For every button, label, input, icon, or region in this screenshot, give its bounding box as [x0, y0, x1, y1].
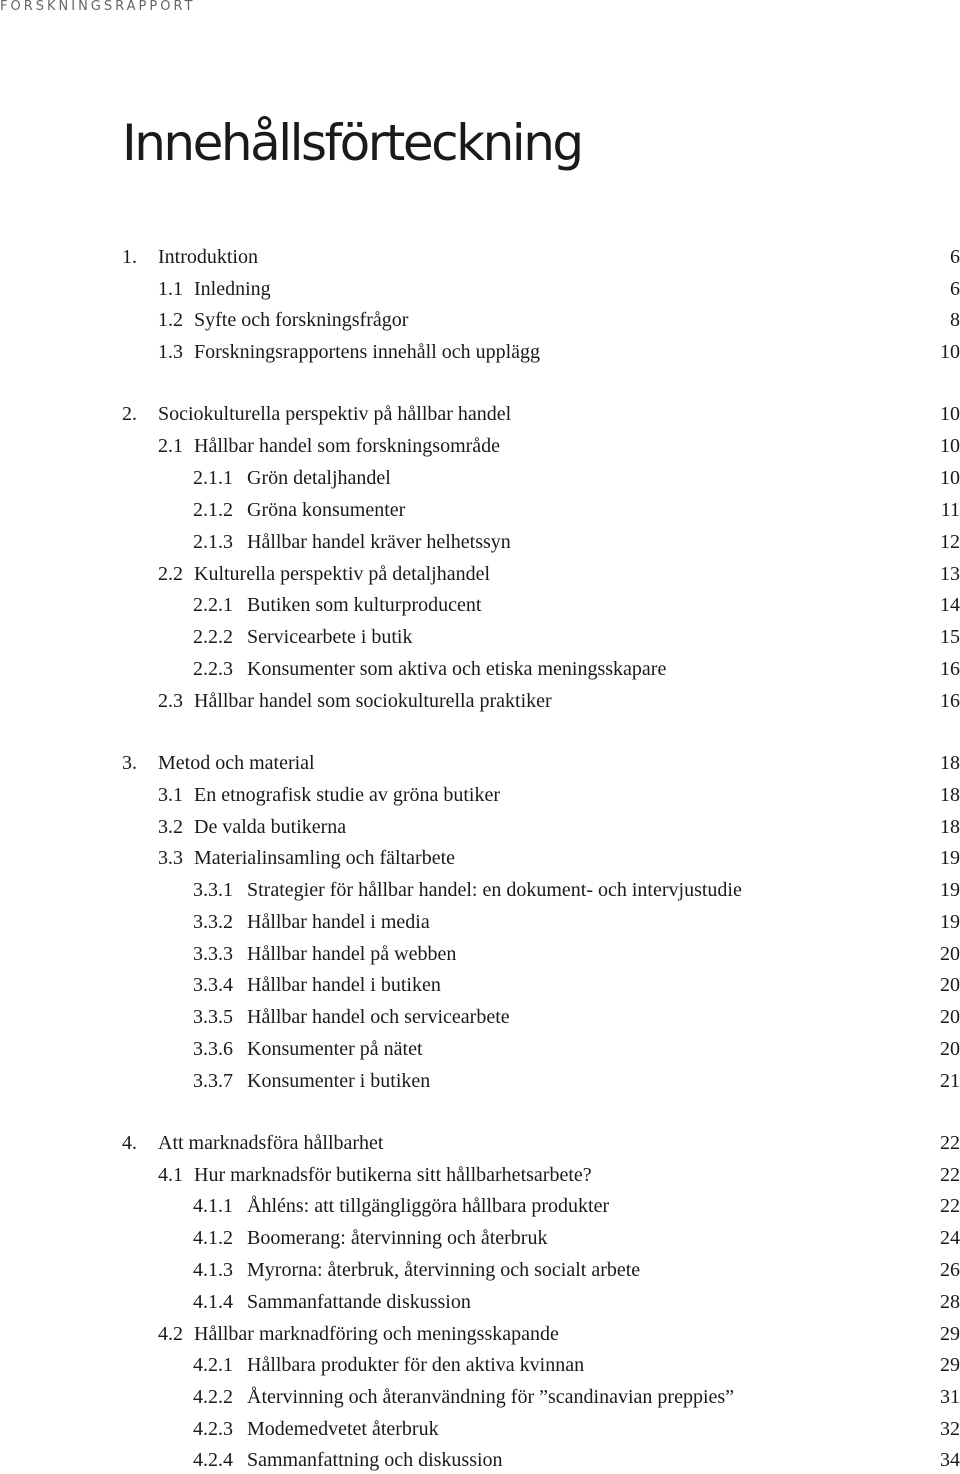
running-head: FORSKNINGSRAPPORT: [0, 0, 196, 14]
toc-entry: [0, 1004, 960, 1030]
toc-entry-title: Modemedvetet återbruk: [247, 1418, 439, 1440]
toc-entry: [0, 972, 960, 998]
toc-entry-number: 3.3.1: [193, 879, 233, 901]
toc-entry: [0, 1289, 960, 1315]
toc-entry: [0, 276, 960, 302]
toc-entry-title: En etnografisk studie av gröna butiker: [194, 784, 501, 806]
toc-entry-page: 29: [940, 1354, 960, 1376]
toc-entry-number: 2.2.3: [193, 658, 233, 680]
toc-entry-title: Metod och material: [158, 752, 315, 774]
toc-entry: [0, 529, 960, 555]
toc-entry-number: 4.2.1: [193, 1354, 233, 1376]
toc-entry: [0, 433, 960, 459]
toc-entry-number: 2.1.3: [193, 531, 233, 553]
toc-entry-title: De valda butikerna: [194, 816, 347, 838]
toc-entry-title: Introduktion: [158, 246, 258, 268]
toc-entry-title: Sammanfattande diskussion: [247, 1291, 471, 1313]
toc-entry-number: 2.1.1: [193, 467, 233, 489]
toc-entry: [0, 688, 960, 714]
toc-entry-page: 10: [940, 467, 960, 489]
toc-entry-page: 11: [940, 499, 960, 521]
toc-entry-title: Forskningsrapportens innehåll och upplägg: [194, 341, 541, 363]
toc-entry-number: 4.2.2: [193, 1386, 233, 1408]
toc-entry: [0, 1162, 960, 1188]
toc-entry-number: 2.1: [158, 435, 183, 457]
toc-entry-number: 3.: [122, 752, 137, 774]
toc-entry-page: 29: [940, 1323, 960, 1345]
toc-entry-page: 20: [940, 1006, 960, 1028]
toc-entry-number: 3.2: [158, 816, 183, 838]
page-title: Innehållsförteckning: [122, 114, 582, 172]
toc-entry: [0, 561, 960, 587]
toc-entry-title: Hållbar handel kräver helhetssyn: [247, 531, 511, 553]
toc-entry-page: 19: [940, 847, 960, 869]
toc-entry-number: 3.3: [158, 847, 183, 869]
toc-entry-page: 16: [940, 690, 960, 712]
toc-entry-title: Hållbar handel som forskningsområde: [194, 435, 501, 457]
toc-entry-title: Grön detaljhandel: [247, 467, 391, 489]
toc-entry-title: Syfte och forskningsfrågor: [194, 309, 409, 331]
toc-entry-title: Återvinning och återanvändning för ”scandinavian preppies”: [247, 1386, 735, 1408]
toc-entry-number: 3.3.6: [193, 1038, 233, 1060]
toc-entry-number: 3.3.4: [193, 974, 233, 996]
toc-entry: [0, 465, 960, 491]
toc-entry-title: Kulturella perspektiv på detaljhandel: [194, 563, 491, 585]
toc-entry-number: 2.2.2: [193, 626, 233, 648]
toc-entry-number: 3.3.5: [193, 1006, 233, 1028]
toc-entry-number: 2.1.2: [193, 499, 233, 521]
toc-entry-number: 3.3.3: [193, 943, 233, 965]
toc-entry-number: 4.: [122, 1132, 137, 1154]
toc-entry-number: 4.2.4: [193, 1449, 233, 1471]
toc-entry: [0, 1352, 960, 1378]
toc-entry-page: 6: [950, 278, 960, 300]
toc-entry: [0, 1193, 960, 1219]
toc-entry: [0, 909, 960, 935]
toc-entry-page: 24: [940, 1227, 960, 1249]
toc-entry-number: 2.2: [158, 563, 183, 585]
toc-entry-title: Konsumenter i butiken: [247, 1070, 431, 1092]
toc-entry: [0, 1130, 960, 1156]
toc-entry: [0, 1447, 960, 1473]
toc-entry-page: 19: [940, 911, 960, 933]
toc-entry-page: 10: [940, 341, 960, 363]
toc-entry-page: 14: [940, 594, 960, 616]
toc-entry: [0, 1068, 960, 1094]
toc-entry: [0, 941, 960, 967]
toc-entry: [0, 656, 960, 682]
toc-entry-number: 4.1.3: [193, 1259, 233, 1281]
toc-entry-title: Servicearbete i butik: [247, 626, 413, 648]
toc-entry-page: 20: [940, 1038, 960, 1060]
toc-entry-title: Hur marknadsför butikerna sitt hållbarhetsarbete?: [194, 1164, 592, 1186]
toc-entry-title: Åhléns: att tillgängliggöra hållbara produkter: [247, 1195, 610, 1217]
toc-entry-page: 32: [940, 1418, 960, 1440]
toc-entry-title: Hållbar handel i media: [247, 911, 430, 933]
toc-entry-number: 2.2.1: [193, 594, 233, 616]
toc-entry: [0, 339, 960, 365]
toc-entry-title: Gröna konsumenter: [247, 499, 406, 521]
toc-entry: [0, 814, 960, 840]
toc-entry-title: Materialinsamling och fältarbete: [194, 847, 456, 869]
toc-entry-number: 4.2: [158, 1323, 183, 1345]
toc-entry-title: Hållbar handel som sociokulturella praktiker: [194, 690, 552, 712]
toc-entry-number: 3.3.7: [193, 1070, 233, 1092]
toc-entry: [0, 497, 960, 523]
toc-entry-title: Strategier för hållbar handel: en dokument- och intervjustudie: [247, 879, 742, 901]
toc-entry-title: Att marknadsföra hållbarhet: [158, 1132, 384, 1154]
toc-entry: [0, 1257, 960, 1283]
toc-entry-title: Hållbar handel på webben: [247, 943, 457, 965]
toc-entry-page: 20: [940, 943, 960, 965]
toc-entry-page: 8: [950, 309, 960, 331]
toc-entry-title: Myrorna: återbruk, återvinning och socialt arbete: [247, 1259, 641, 1281]
toc-entry-page: 26: [940, 1259, 960, 1281]
toc-entry-page: 10: [940, 435, 960, 457]
toc-entry: [0, 782, 960, 808]
toc-entry-number: 1.: [122, 246, 137, 268]
toc-entry-number: 4.2.3: [193, 1418, 233, 1440]
toc-entry-number: 4.1: [158, 1164, 183, 1186]
toc-entry-title: Boomerang: återvinning och återbruk: [247, 1227, 548, 1249]
toc-entry: [0, 1036, 960, 1062]
toc-entry: [0, 1416, 960, 1442]
toc-entry-page: 22: [940, 1132, 960, 1154]
toc-entry-page: 22: [940, 1195, 960, 1217]
toc-entry: [0, 1384, 960, 1410]
toc-entry-title: Sociokulturella perspektiv på hållbar handel: [158, 403, 512, 425]
toc-entry-page: 18: [940, 816, 960, 838]
toc-entry: [0, 244, 960, 270]
toc-entry-page: 34: [940, 1449, 960, 1471]
toc-entry-title: Hållbar handel och servicearbete: [247, 1006, 510, 1028]
toc-entry-number: 4.1.2: [193, 1227, 233, 1249]
toc-entry-page: 15: [940, 626, 960, 648]
toc-entry-title: Sammanfattning och diskussion: [247, 1449, 503, 1471]
toc-entry-number: 2.: [122, 403, 137, 425]
toc-entry-page: 19: [940, 879, 960, 901]
toc-entry-page: 28: [940, 1291, 960, 1313]
toc-entry: [0, 401, 960, 427]
toc-entry-title: Inledning: [194, 278, 271, 300]
toc-entry-number: 2.3: [158, 690, 183, 712]
toc-entry-number: 1.1: [158, 278, 183, 300]
toc-entry-page: 13: [940, 563, 960, 585]
toc-entry-number: 3.1: [158, 784, 183, 806]
toc-entry-number: 1.3: [158, 341, 183, 363]
toc-entry-page: 18: [940, 752, 960, 774]
toc-entry: [0, 1321, 960, 1347]
toc-entry-number: 1.2: [158, 309, 183, 331]
toc-entry-number: 4.1.4: [193, 1291, 233, 1313]
toc-entry-page: 21: [940, 1070, 960, 1092]
toc-entry-title: Konsumenter som aktiva och etiska meningsskapare: [247, 658, 667, 680]
toc-entry-page: 18: [940, 784, 960, 806]
toc-entry-number: 4.1.1: [193, 1195, 233, 1217]
toc-entry: [0, 845, 960, 871]
toc-entry-page: 22: [940, 1164, 960, 1186]
toc-entry: [0, 750, 960, 776]
toc-entry: [0, 624, 960, 650]
toc-entry-title: Hållbar marknadföring och meningsskapande: [194, 1323, 559, 1345]
toc-entry: [0, 1225, 960, 1251]
toc-entry-page: 6: [950, 246, 960, 268]
toc-entry: [0, 307, 960, 333]
toc-entry-title: Konsumenter på nätet: [247, 1038, 423, 1060]
toc-entry-title: Hållbara produkter för den aktiva kvinnan: [247, 1354, 585, 1376]
toc-entry-title: Hållbar handel i butiken: [247, 974, 441, 996]
toc-entry: [0, 592, 960, 618]
toc-entry-page: 20: [940, 974, 960, 996]
toc-entry-title: Butiken som kulturproducent: [247, 594, 482, 616]
toc-entry-page: 12: [940, 531, 960, 553]
toc-entry: [0, 877, 960, 903]
toc-entry-number: 3.3.2: [193, 911, 233, 933]
toc-entry-page: 10: [940, 403, 960, 425]
toc-entry-page: 31: [940, 1386, 960, 1408]
toc-entry-page: 16: [940, 658, 960, 680]
